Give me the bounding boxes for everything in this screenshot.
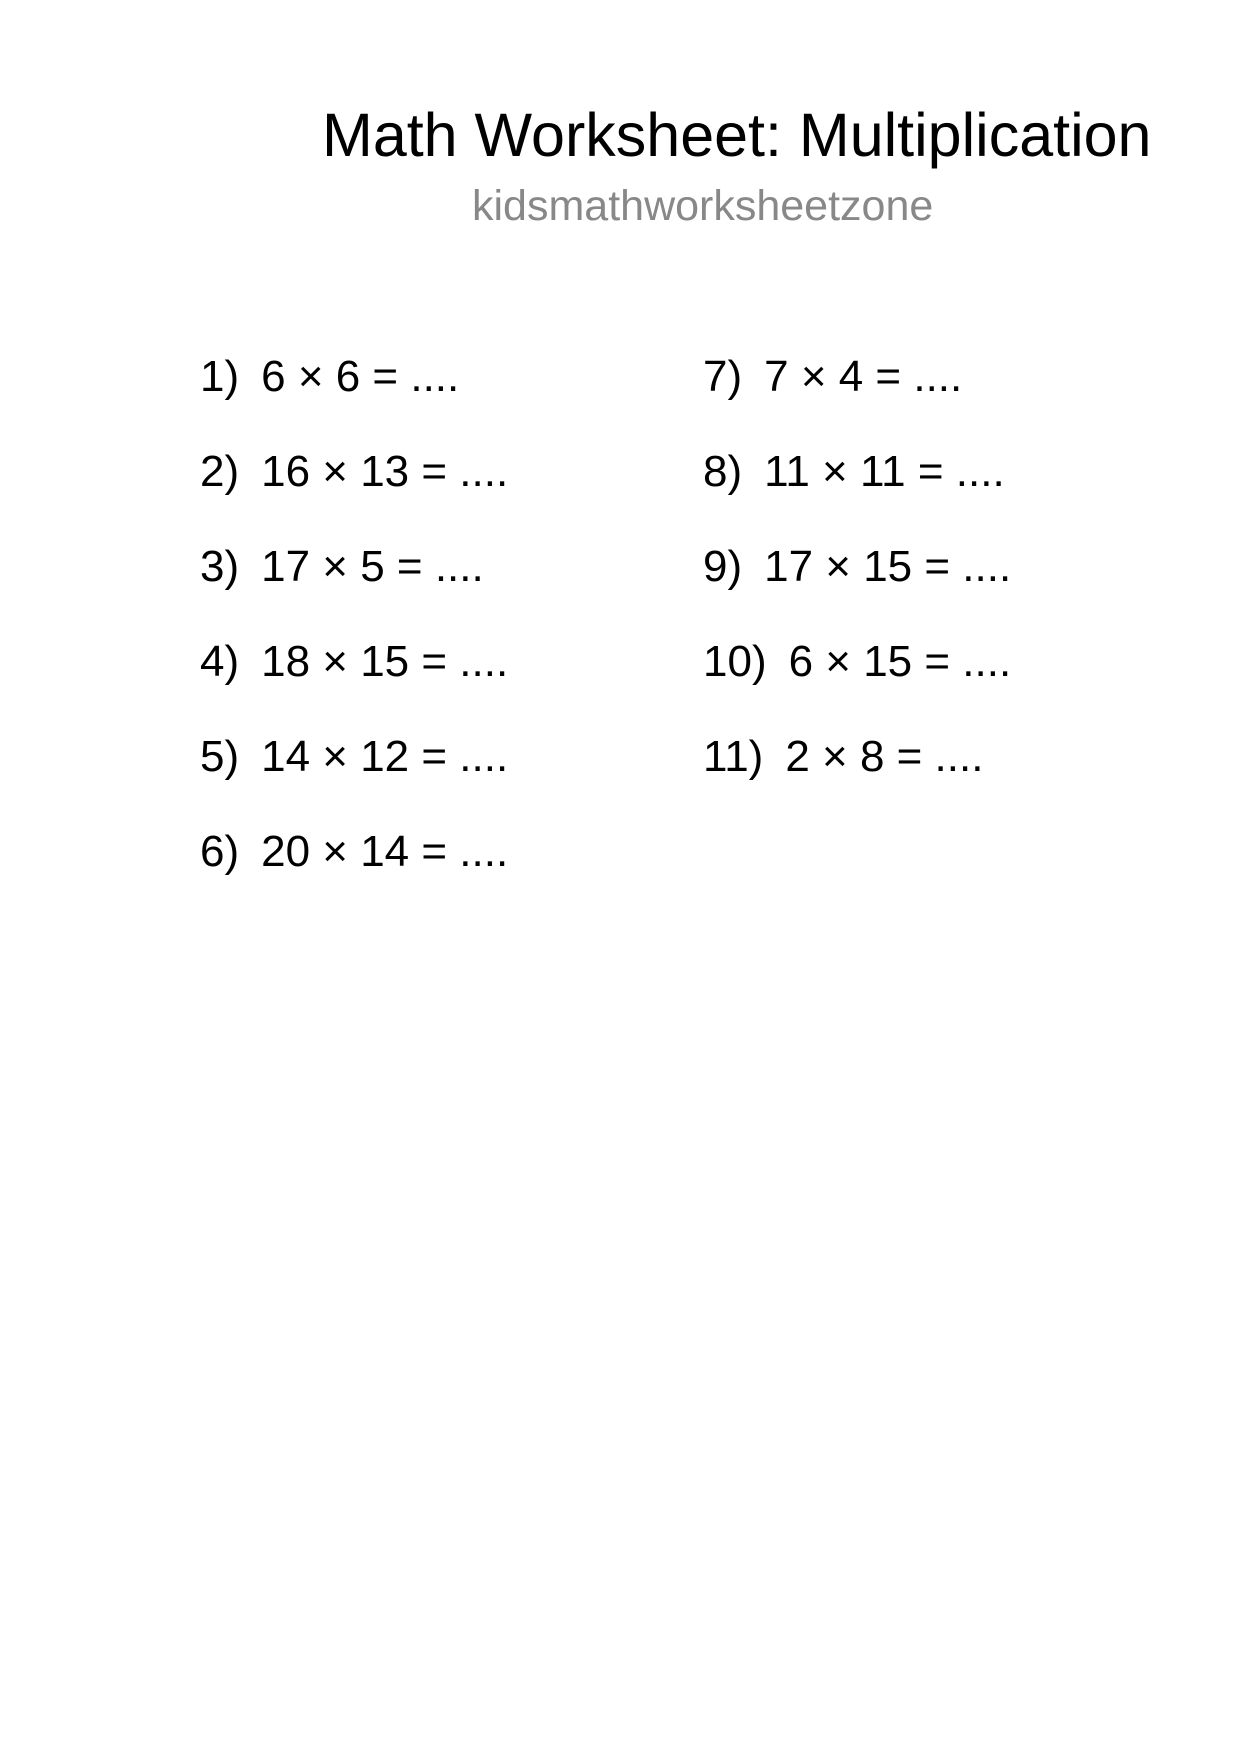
problem-expression: 17 × 5 = .... [261,542,484,591]
problem-column-left [200,350,508,920]
problem-11 [703,730,1011,825]
problem-expression: 7 × 4 = .... [764,352,963,401]
problem-6 [200,825,508,920]
page-subtitle: kidsmathworksheetzone [472,182,934,230]
problem-number: 1) [200,352,240,401]
problem-1 [200,350,508,445]
problem-number: 7) [703,352,743,401]
problem-expression: 6 × 6 = .... [261,352,460,401]
problem-expression: 20 × 14 = .... [261,827,509,876]
problem-number: 3) [200,542,240,591]
problem-10 [703,635,1011,730]
problem-expression: 17 × 15 = .... [764,542,1012,591]
problem-number: 6) [200,827,240,876]
problem-expression: 14 × 12 = .... [261,732,509,781]
problem-4 [200,635,508,730]
problem-number: 11) [703,732,764,781]
problem-9 [703,540,1011,635]
problem-number: 4) [200,637,240,686]
problem-expression: 16 × 13 = .... [261,447,509,496]
problem-5 [200,730,508,825]
problem-8 [703,445,1011,540]
problem-2 [200,445,508,540]
problem-number: 2) [200,447,240,496]
problem-number: 8) [703,447,743,496]
problem-expression: 2 × 8 = .... [785,732,984,781]
problem-number: 5) [200,732,240,781]
problem-number: 9) [703,542,743,591]
page-title: Math Worksheet: Multiplication [322,101,1152,169]
problem-7 [703,350,1011,445]
problem-expression: 6 × 15 = .... [788,637,1012,686]
problem-column-right [703,350,1011,825]
problem-number: 10) [703,637,767,686]
problem-expression: 18 × 15 = .... [261,637,509,686]
problem-expression: 11 × 11 = .... [764,447,1005,496]
problem-3 [200,540,508,635]
